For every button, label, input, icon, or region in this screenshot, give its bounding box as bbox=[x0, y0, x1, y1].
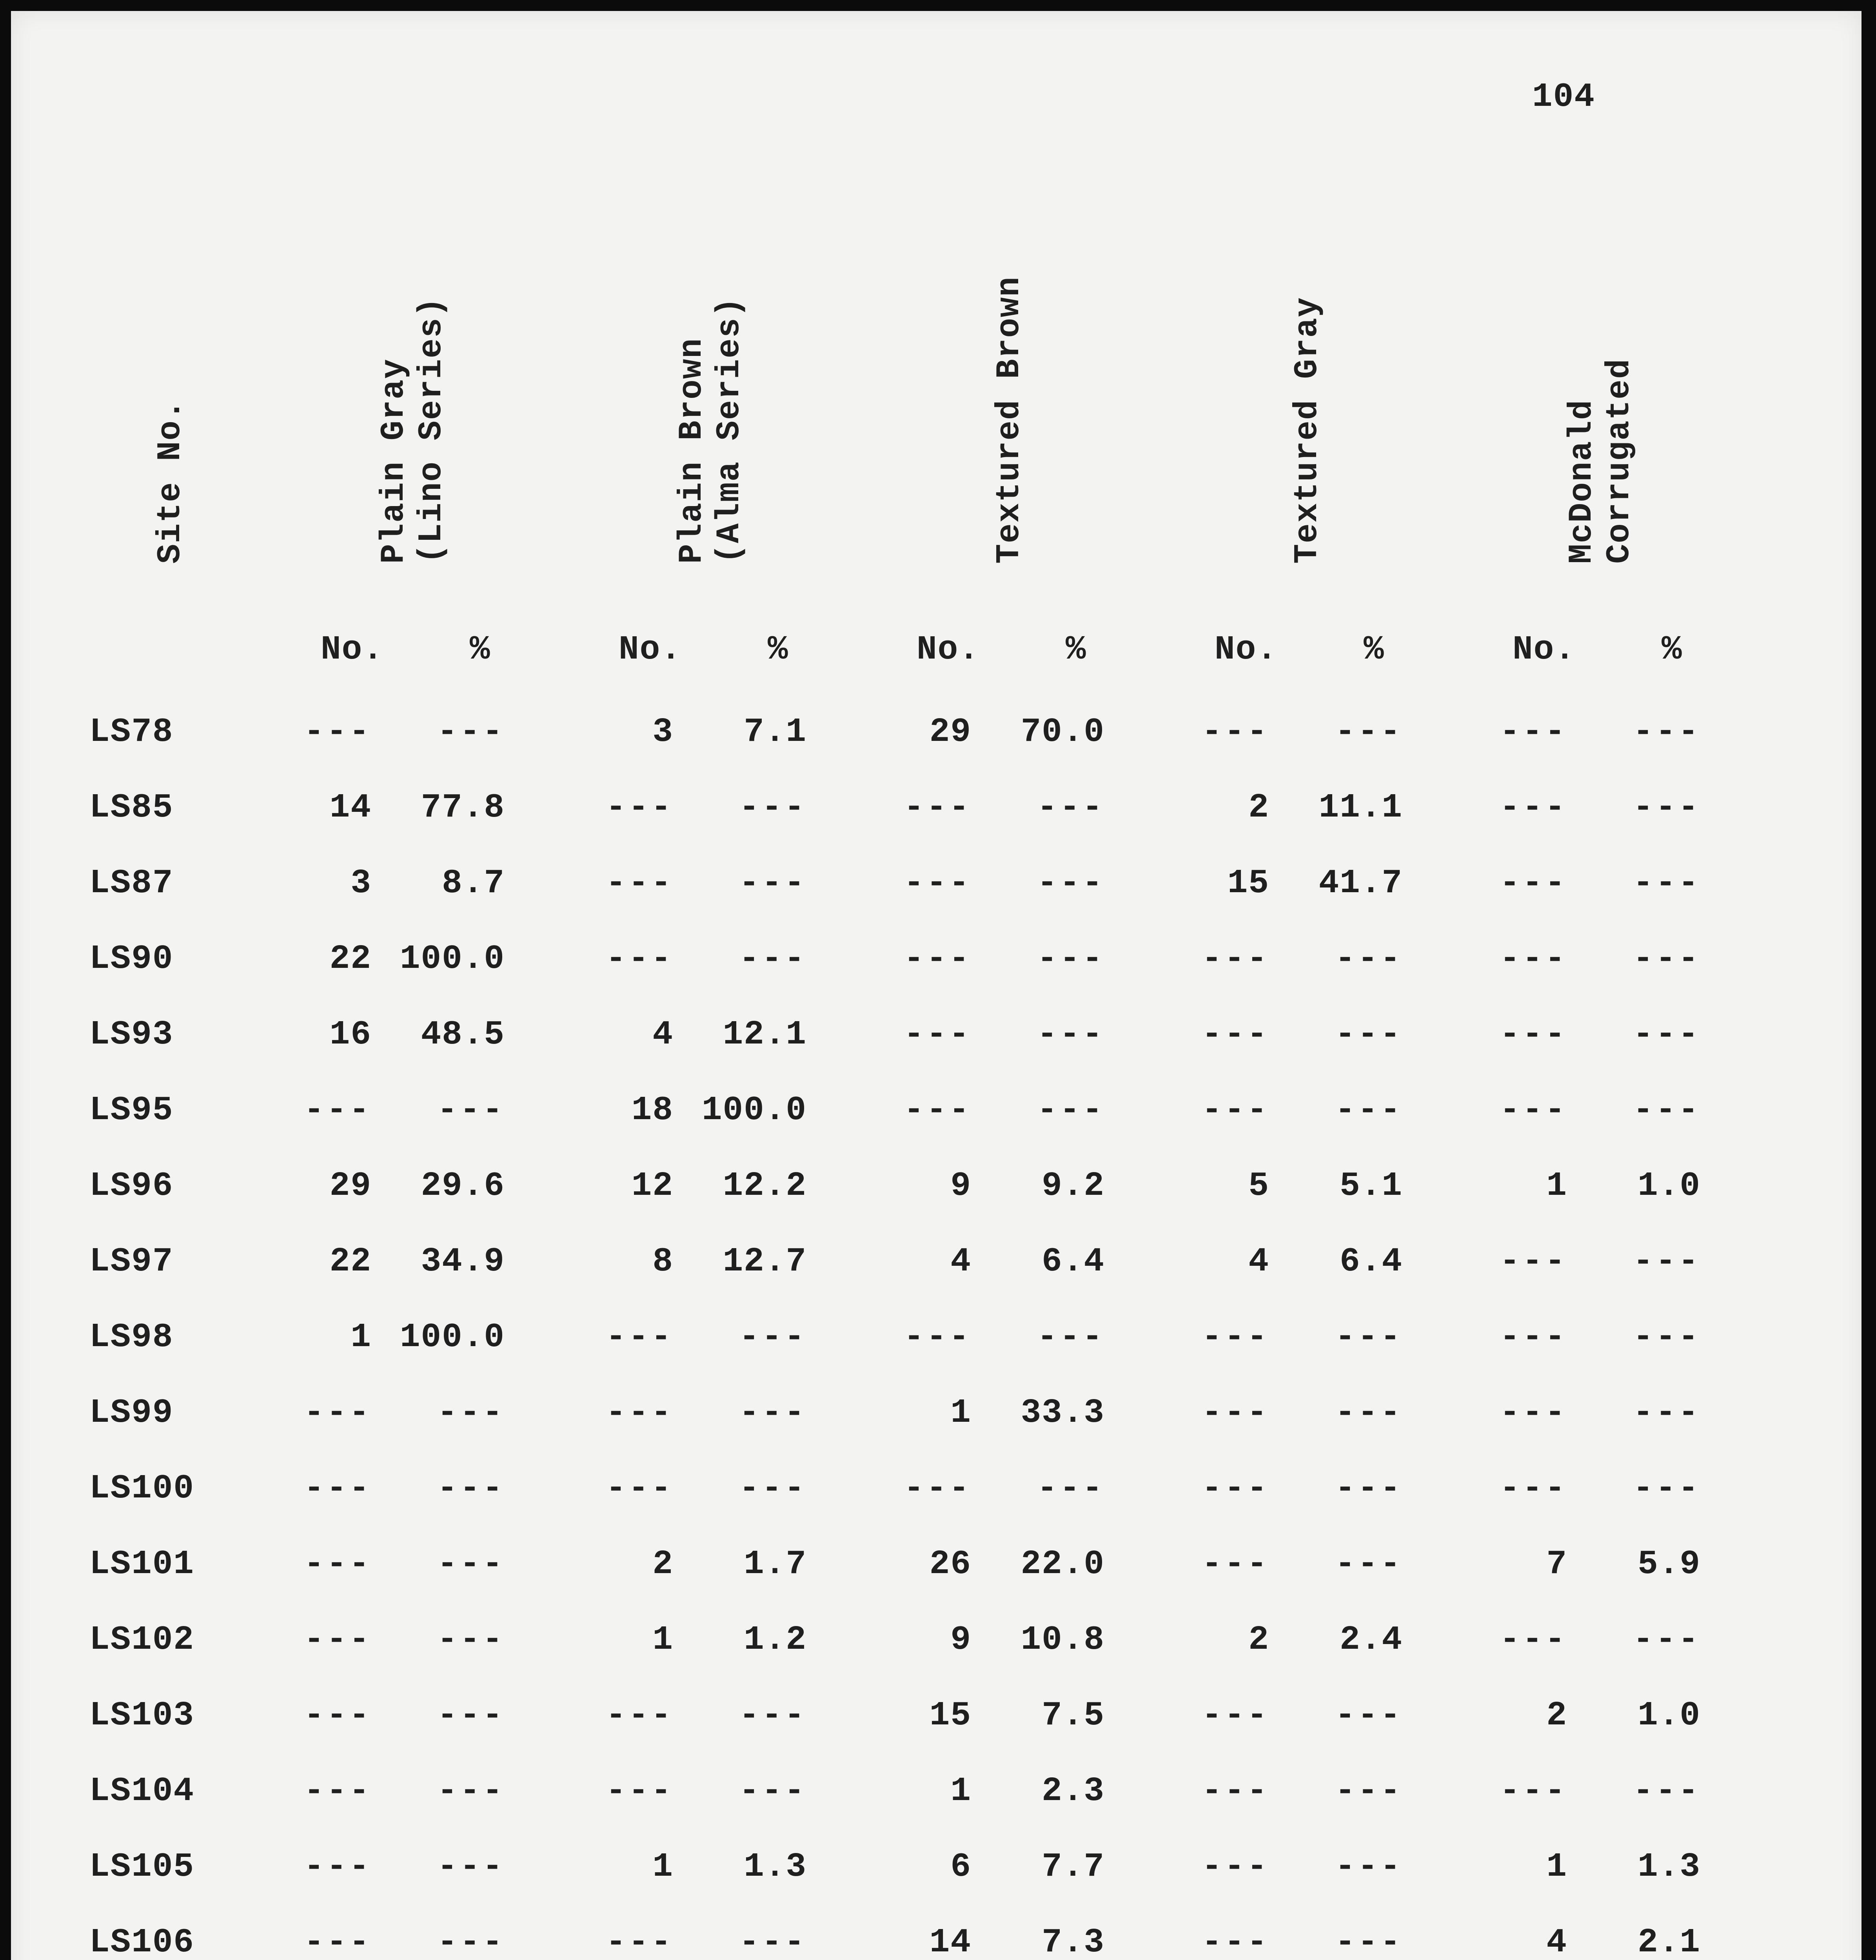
percent-cell: 48.5 bbox=[421, 1015, 505, 1054]
site-number-cell: LS101 bbox=[89, 1545, 195, 1583]
table-row bbox=[11, 1621, 1861, 1695]
percent-cell: 1.2 bbox=[744, 1621, 807, 1659]
header-site-label: Site No. bbox=[152, 399, 189, 564]
count-cell: 1 bbox=[652, 1621, 674, 1659]
count-cell: 15 bbox=[1227, 864, 1269, 902]
site-number-cell: LS78 bbox=[89, 713, 174, 751]
percent-cell: 34.9 bbox=[421, 1242, 505, 1281]
percent-cell: 7.3 bbox=[1042, 1923, 1105, 1960]
percent-cell: 7.5 bbox=[1042, 1696, 1105, 1735]
percent-cell: --- bbox=[437, 1621, 505, 1659]
percent-cell: --- bbox=[437, 713, 505, 751]
percent-cell: 7.1 bbox=[744, 713, 807, 751]
count-cell: 22 bbox=[329, 1242, 372, 1281]
count-cell: --- bbox=[304, 713, 372, 751]
count-cell: 15 bbox=[929, 1696, 972, 1735]
percent-cell: --- bbox=[1335, 940, 1403, 978]
count-cell: 2 bbox=[1248, 788, 1269, 827]
count-cell: --- bbox=[606, 1772, 674, 1810]
count-cell: --- bbox=[1202, 713, 1269, 751]
percent-cell: --- bbox=[1633, 1772, 1701, 1810]
percent-cell: --- bbox=[1633, 1394, 1701, 1432]
percent-cell: --- bbox=[1633, 713, 1701, 751]
percent-cell: --- bbox=[1633, 864, 1701, 902]
count-cell: --- bbox=[1202, 1545, 1269, 1583]
percent-cell: --- bbox=[437, 1847, 505, 1886]
subhead-no: No. bbox=[917, 630, 980, 669]
document-page bbox=[11, 11, 1861, 1960]
percent-cell: --- bbox=[1335, 1469, 1403, 1508]
percent-cell: --- bbox=[1633, 1242, 1701, 1281]
percent-cell: --- bbox=[1633, 1091, 1701, 1129]
table-row bbox=[11, 864, 1861, 938]
table-row bbox=[11, 1167, 1861, 1241]
percent-cell: 22.0 bbox=[1021, 1545, 1105, 1583]
subhead-no: No. bbox=[1513, 630, 1576, 669]
count-cell: 8 bbox=[652, 1242, 674, 1281]
table-row bbox=[11, 1242, 1861, 1317]
site-number-cell: LS105 bbox=[89, 1847, 195, 1886]
percent-cell: --- bbox=[437, 1394, 505, 1432]
header-line1: McDonald bbox=[1564, 399, 1601, 564]
count-cell: 1 bbox=[950, 1394, 972, 1432]
count-cell: --- bbox=[1202, 1772, 1269, 1810]
header-textured-gray-label: Textured Gray bbox=[1289, 296, 1326, 564]
percent-cell: 100.0 bbox=[701, 1091, 807, 1129]
count-cell: --- bbox=[304, 1394, 372, 1432]
percent-cell: --- bbox=[1335, 1015, 1403, 1054]
percent-cell: 1.3 bbox=[744, 1847, 807, 1886]
percent-cell: --- bbox=[1037, 1091, 1105, 1129]
count-cell: 9 bbox=[950, 1621, 972, 1659]
count-cell: 14 bbox=[329, 788, 372, 827]
percent-cell: 41.7 bbox=[1318, 864, 1403, 902]
site-number-cell: LS87 bbox=[89, 864, 174, 902]
count-cell: 2 bbox=[652, 1545, 674, 1583]
count-cell: --- bbox=[304, 1091, 372, 1129]
header-line1: Plain Gray bbox=[376, 358, 413, 564]
percent-cell: --- bbox=[1335, 1847, 1403, 1886]
count-cell: --- bbox=[304, 1696, 372, 1735]
subhead-no: No. bbox=[619, 630, 682, 669]
count-cell: 1 bbox=[950, 1772, 972, 1810]
table-row bbox=[11, 1015, 1861, 1090]
table-row bbox=[11, 1318, 1861, 1392]
percent-cell: 2.1 bbox=[1638, 1923, 1701, 1960]
table-row bbox=[11, 1394, 1861, 1468]
count-cell: --- bbox=[1500, 1015, 1567, 1054]
table-row bbox=[11, 1545, 1861, 1619]
count-cell: --- bbox=[1500, 788, 1567, 827]
count-cell: --- bbox=[606, 1923, 674, 1960]
site-number-cell: LS98 bbox=[89, 1318, 174, 1356]
percent-cell: 33.3 bbox=[1021, 1394, 1105, 1432]
count-cell: 12 bbox=[631, 1167, 674, 1205]
count-cell: 1 bbox=[1546, 1167, 1567, 1205]
count-cell: --- bbox=[304, 1469, 372, 1508]
percent-cell: 100.0 bbox=[400, 1318, 505, 1356]
percent-cell: --- bbox=[739, 1469, 807, 1508]
percent-cell: 7.7 bbox=[1042, 1847, 1105, 1886]
table-row bbox=[11, 1469, 1861, 1544]
percent-cell: 1.7 bbox=[744, 1545, 807, 1583]
count-cell: --- bbox=[904, 1091, 972, 1129]
count-cell: --- bbox=[1202, 1394, 1269, 1432]
table-row bbox=[11, 940, 1861, 1014]
count-cell: --- bbox=[1500, 1394, 1567, 1432]
site-number-cell: LS85 bbox=[89, 788, 174, 827]
percent-cell: --- bbox=[1335, 1318, 1403, 1356]
percent-cell: 1.0 bbox=[1638, 1696, 1701, 1735]
percent-cell: --- bbox=[739, 1696, 807, 1735]
percent-cell: --- bbox=[1037, 1318, 1105, 1356]
site-number-cell: LS97 bbox=[89, 1242, 174, 1281]
percent-cell: 5.1 bbox=[1340, 1167, 1403, 1205]
percent-cell: 11.1 bbox=[1318, 788, 1403, 827]
percent-cell: --- bbox=[1037, 1015, 1105, 1054]
count-cell: 29 bbox=[929, 713, 972, 751]
subhead-pct: % bbox=[470, 630, 491, 669]
count-cell: --- bbox=[606, 1394, 674, 1432]
count-cell: --- bbox=[304, 1772, 372, 1810]
count-cell: --- bbox=[904, 864, 972, 902]
count-cell: --- bbox=[1500, 940, 1567, 978]
count-cell: 16 bbox=[329, 1015, 372, 1054]
site-number-cell: LS95 bbox=[89, 1091, 174, 1129]
count-cell: 4 bbox=[950, 1242, 972, 1281]
subhead-pct: % bbox=[1364, 630, 1385, 669]
percent-cell: --- bbox=[1633, 1621, 1701, 1659]
subhead-no: No. bbox=[321, 630, 384, 669]
count-cell: 7 bbox=[1546, 1545, 1567, 1583]
percent-cell: 2.4 bbox=[1340, 1621, 1403, 1659]
header-plain-gray-label bbox=[376, 297, 451, 564]
count-cell: --- bbox=[304, 1621, 372, 1659]
percent-cell: --- bbox=[739, 864, 807, 902]
header-line1: Plain Brown bbox=[674, 338, 711, 564]
count-cell: --- bbox=[1202, 1091, 1269, 1129]
percent-cell: 1.0 bbox=[1638, 1167, 1701, 1205]
percent-cell: --- bbox=[1037, 940, 1105, 978]
site-number-cell: LS106 bbox=[89, 1923, 195, 1960]
header-textured-brown-label: Textured Brown bbox=[991, 276, 1028, 564]
percent-cell: --- bbox=[1037, 788, 1105, 827]
count-cell: --- bbox=[606, 788, 674, 827]
percent-cell: 12.1 bbox=[723, 1015, 807, 1054]
percent-cell: --- bbox=[437, 1772, 505, 1810]
count-cell: --- bbox=[1202, 1318, 1269, 1356]
table-row bbox=[11, 1696, 1861, 1771]
percent-cell: --- bbox=[1633, 788, 1701, 827]
percent-cell: 77.8 bbox=[421, 788, 505, 827]
percent-cell: --- bbox=[437, 1091, 505, 1129]
percent-cell: --- bbox=[1335, 1772, 1403, 1810]
site-number-cell: LS96 bbox=[89, 1167, 174, 1205]
count-cell: --- bbox=[1500, 1469, 1567, 1508]
percent-cell: 8.7 bbox=[442, 864, 505, 902]
count-cell: --- bbox=[606, 1696, 674, 1735]
count-cell: --- bbox=[606, 940, 674, 978]
count-cell: --- bbox=[1500, 1242, 1567, 1281]
percent-cell: 10.8 bbox=[1021, 1621, 1105, 1659]
count-cell: 22 bbox=[329, 940, 372, 978]
percent-cell: 9.2 bbox=[1042, 1167, 1105, 1205]
count-cell: 4 bbox=[1546, 1923, 1567, 1960]
count-cell: --- bbox=[904, 1318, 972, 1356]
header-mcdonald-label bbox=[1564, 358, 1639, 564]
count-cell: --- bbox=[904, 1469, 972, 1508]
count-cell: --- bbox=[304, 1545, 372, 1583]
header-plain-brown-label bbox=[674, 297, 749, 564]
percent-cell: --- bbox=[739, 1394, 807, 1432]
count-cell: 1 bbox=[1546, 1847, 1567, 1886]
count-cell: 26 bbox=[929, 1545, 972, 1583]
count-cell: 3 bbox=[351, 864, 372, 902]
count-cell: --- bbox=[904, 940, 972, 978]
percent-cell: 1.3 bbox=[1638, 1847, 1701, 1886]
percent-cell: --- bbox=[437, 1923, 505, 1960]
count-cell: --- bbox=[304, 1847, 372, 1886]
percent-cell: --- bbox=[437, 1545, 505, 1583]
table-row bbox=[11, 1091, 1861, 1165]
percent-cell: 100.0 bbox=[400, 940, 505, 978]
percent-cell: 2.3 bbox=[1042, 1772, 1105, 1810]
count-cell: 4 bbox=[1248, 1242, 1269, 1281]
percent-cell: --- bbox=[1633, 1015, 1701, 1054]
count-cell: --- bbox=[606, 864, 674, 902]
subhead-pct: % bbox=[768, 630, 789, 669]
percent-cell: --- bbox=[1633, 1318, 1701, 1356]
percent-cell: --- bbox=[1335, 1696, 1403, 1735]
percent-cell: --- bbox=[1633, 1469, 1701, 1508]
count-cell: --- bbox=[304, 1923, 372, 1960]
subhead-pct: % bbox=[1066, 630, 1087, 669]
count-cell: 1 bbox=[652, 1847, 674, 1886]
subhead-no: No. bbox=[1215, 630, 1278, 669]
count-cell: --- bbox=[606, 1318, 674, 1356]
percent-cell: 12.7 bbox=[723, 1242, 807, 1281]
header-line2: (Lino Series) bbox=[413, 296, 450, 564]
count-cell: --- bbox=[1500, 713, 1567, 751]
subhead-pct: % bbox=[1662, 630, 1683, 669]
count-cell: 29 bbox=[329, 1167, 372, 1205]
percent-cell: --- bbox=[437, 1469, 505, 1508]
count-cell: 9 bbox=[950, 1167, 972, 1205]
table-row bbox=[11, 788, 1861, 863]
count-cell: --- bbox=[1202, 1847, 1269, 1886]
percent-cell: --- bbox=[437, 1696, 505, 1735]
percent-cell: --- bbox=[1037, 864, 1105, 902]
header-line2: Corrugated bbox=[1601, 358, 1638, 564]
table-row bbox=[11, 1923, 1861, 1960]
percent-cell: --- bbox=[1335, 1091, 1403, 1129]
percent-cell: --- bbox=[1335, 1923, 1403, 1960]
percent-cell: --- bbox=[1335, 1545, 1403, 1583]
percent-cell: --- bbox=[739, 940, 807, 978]
count-cell: --- bbox=[904, 1015, 972, 1054]
count-cell: --- bbox=[1202, 1469, 1269, 1508]
percent-cell: --- bbox=[739, 1923, 807, 1960]
percent-cell: 5.9 bbox=[1638, 1545, 1701, 1583]
percent-cell: --- bbox=[1633, 940, 1701, 978]
count-cell: --- bbox=[606, 1469, 674, 1508]
percent-cell: --- bbox=[739, 1318, 807, 1356]
count-cell: 5 bbox=[1248, 1167, 1269, 1205]
count-cell: 3 bbox=[652, 713, 674, 751]
count-cell: 6 bbox=[950, 1847, 972, 1886]
table-row bbox=[11, 1847, 1861, 1922]
count-cell: 18 bbox=[631, 1091, 674, 1129]
percent-cell: 6.4 bbox=[1340, 1242, 1403, 1281]
count-cell: --- bbox=[1202, 940, 1269, 978]
percent-cell: --- bbox=[1335, 713, 1403, 751]
table-row bbox=[11, 1772, 1861, 1846]
count-cell: --- bbox=[1500, 864, 1567, 902]
count-cell: 14 bbox=[929, 1923, 972, 1960]
page-number: 104 bbox=[1532, 78, 1595, 116]
percent-cell: 70.0 bbox=[1021, 713, 1105, 751]
count-cell: 4 bbox=[652, 1015, 674, 1054]
site-number-cell: LS103 bbox=[89, 1696, 195, 1735]
table-row bbox=[11, 713, 1861, 787]
percent-cell: --- bbox=[739, 1772, 807, 1810]
site-number-cell: LS104 bbox=[89, 1772, 195, 1810]
percent-cell: 12.2 bbox=[723, 1167, 807, 1205]
count-cell: --- bbox=[904, 788, 972, 827]
site-number-cell: LS99 bbox=[89, 1394, 174, 1432]
percent-cell: --- bbox=[1335, 1394, 1403, 1432]
site-number-cell: LS90 bbox=[89, 940, 174, 978]
percent-cell: --- bbox=[739, 788, 807, 827]
percent-cell: --- bbox=[1037, 1469, 1105, 1508]
header-line2: (Alma Series) bbox=[711, 296, 748, 564]
count-cell: 2 bbox=[1248, 1621, 1269, 1659]
count-cell: --- bbox=[1202, 1923, 1269, 1960]
site-number-cell: LS93 bbox=[89, 1015, 174, 1054]
count-cell: --- bbox=[1500, 1091, 1567, 1129]
count-cell: --- bbox=[1500, 1621, 1567, 1659]
count-cell: --- bbox=[1500, 1318, 1567, 1356]
count-cell: 1 bbox=[351, 1318, 372, 1356]
count-cell: 2 bbox=[1546, 1696, 1567, 1735]
percent-cell: 6.4 bbox=[1042, 1242, 1105, 1281]
site-number-cell: LS102 bbox=[89, 1621, 195, 1659]
site-number-cell: LS100 bbox=[89, 1469, 195, 1508]
count-cell: --- bbox=[1202, 1696, 1269, 1735]
count-cell: --- bbox=[1500, 1772, 1567, 1810]
count-cell: --- bbox=[1202, 1015, 1269, 1054]
percent-cell: 29.6 bbox=[421, 1167, 505, 1205]
